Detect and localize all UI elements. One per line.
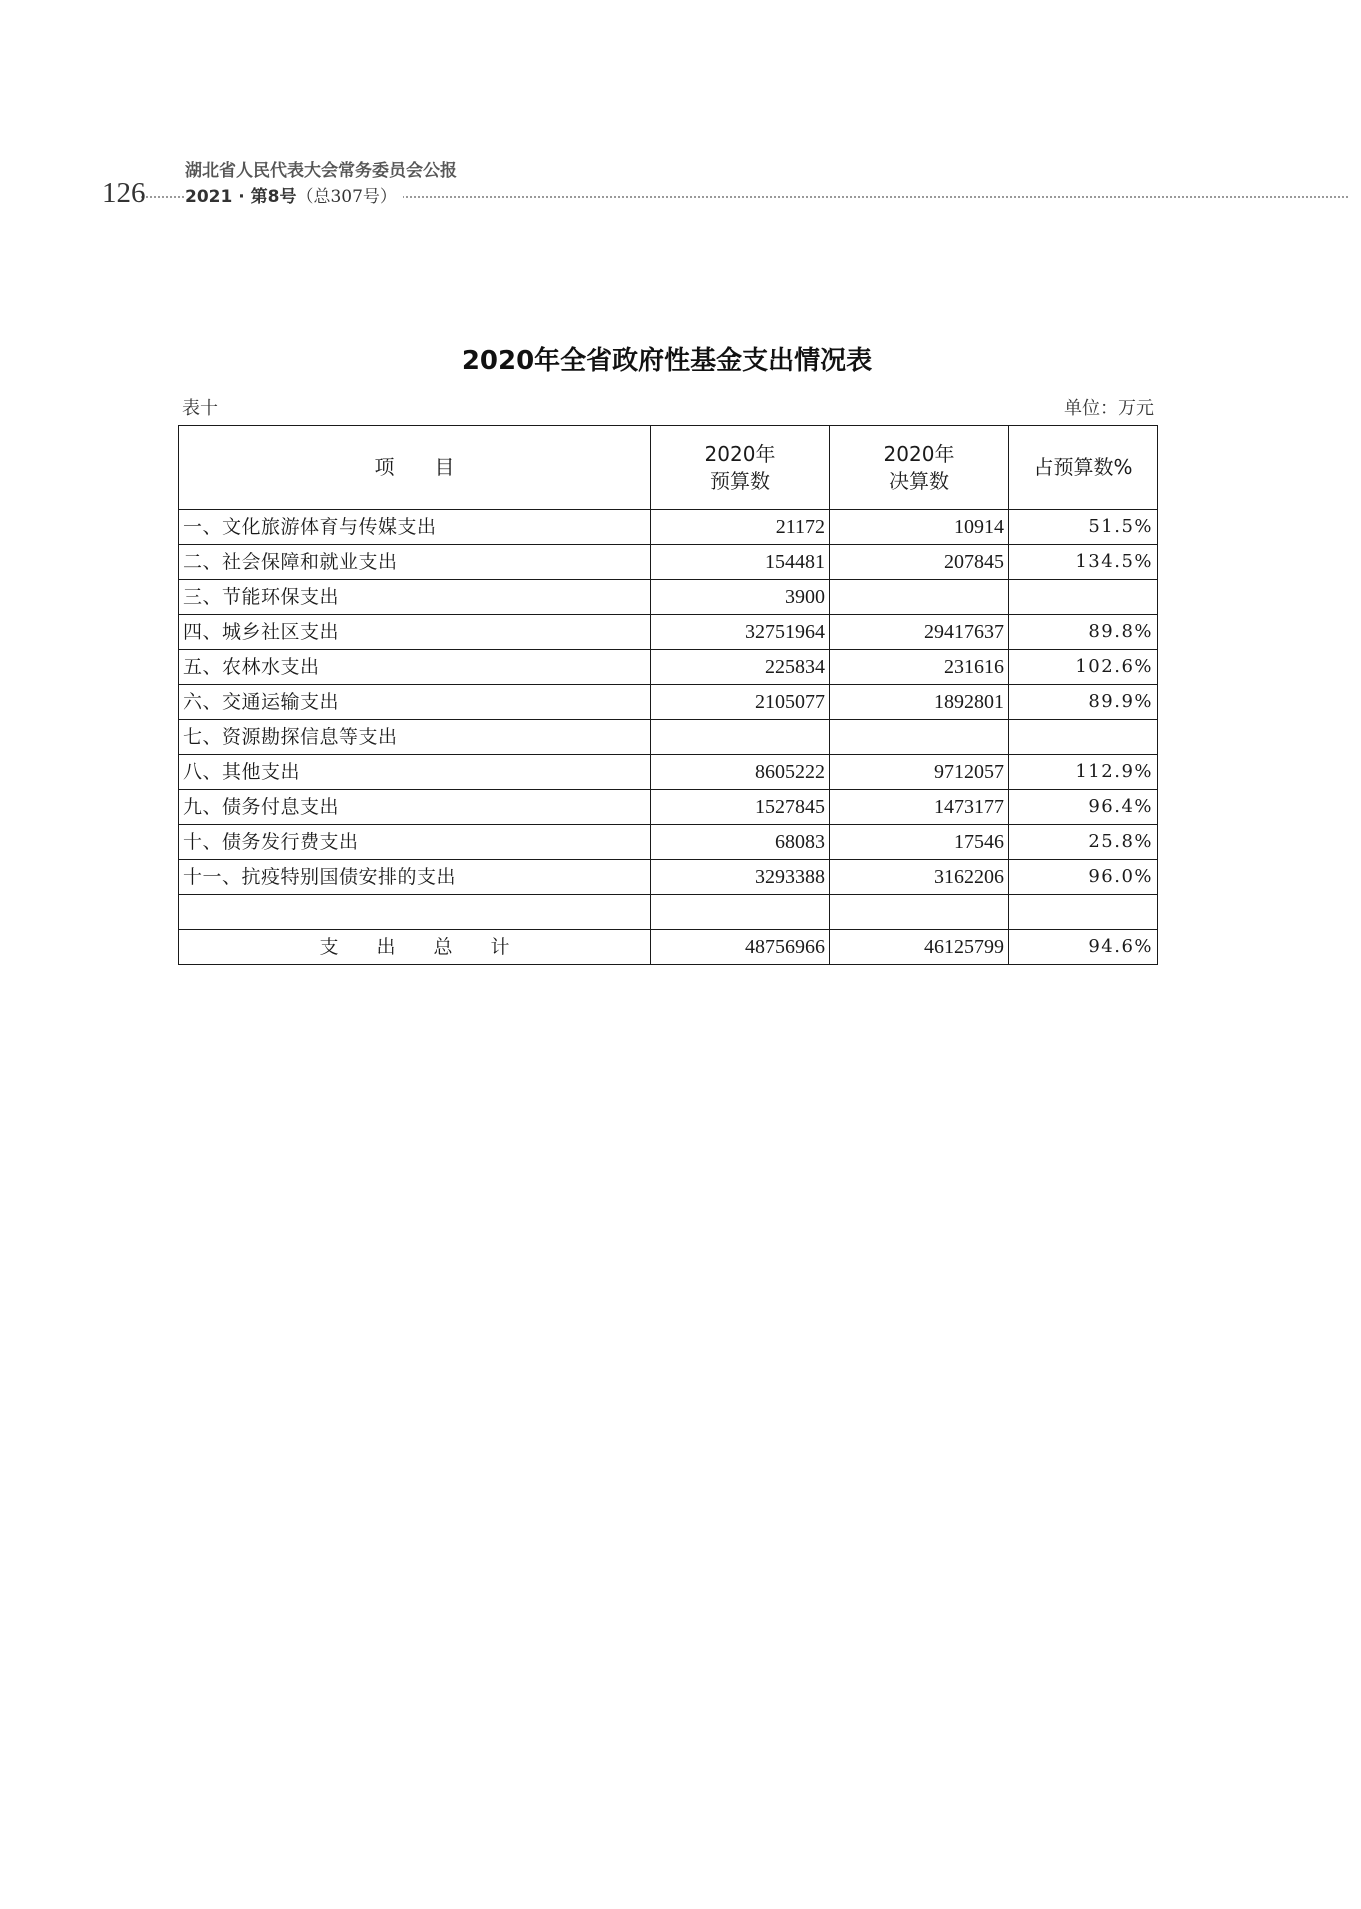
row-item-name: 二、社会保障和就业支出 xyxy=(179,545,651,580)
row-item-name: 一、文化旅游体育与传媒支出 xyxy=(179,510,651,545)
table-row xyxy=(179,580,1158,615)
row-item-name: 三、节能环保支出 xyxy=(179,580,651,615)
page-number: 126 xyxy=(102,177,146,209)
table-row xyxy=(179,685,1158,720)
row-item-name: 八、其他支出 xyxy=(179,755,651,790)
row-ratio xyxy=(1009,580,1158,615)
row-budget: 3900 xyxy=(651,580,830,615)
row-ratio: 89.9% xyxy=(1009,685,1158,720)
table-row xyxy=(179,510,1158,545)
row-final: 1892801 xyxy=(830,685,1009,720)
total-label: 支 出 总 计 xyxy=(179,930,651,965)
row-item-name: 四、城乡社区支出 xyxy=(179,615,651,650)
row-final: 10914 xyxy=(830,510,1009,545)
row-final: 207845 xyxy=(830,545,1009,580)
row-ratio xyxy=(1009,720,1158,755)
row-final: 9712057 xyxy=(830,755,1009,790)
row-budget: 2105077 xyxy=(651,685,830,720)
row-item-name: 九、债务付息支出 xyxy=(179,790,651,825)
row-ratio: 96.4% xyxy=(1009,790,1158,825)
table-label: 表十 xyxy=(182,398,218,419)
issue-total: （总307号） xyxy=(296,187,397,207)
row-ratio: 89.8% xyxy=(1009,615,1158,650)
header-budget: 2020年 预算数 xyxy=(651,426,830,510)
row-item-name: 十一、抗疫特别国债安排的支出 xyxy=(179,860,651,895)
row-item-name: 五、农林水支出 xyxy=(179,650,651,685)
row-final xyxy=(830,720,1009,755)
row-budget: 68083 xyxy=(651,825,830,860)
row-ratio: 51.5% xyxy=(1009,510,1158,545)
row-item-name: 十、债务发行费支出 xyxy=(179,825,651,860)
row-item-name: 六、交通运输支出 xyxy=(179,685,651,720)
table-row xyxy=(179,860,1158,895)
document-title: 2020年全省政府性基金支出情况表 xyxy=(461,346,873,376)
row-ratio: 102.6% xyxy=(1009,650,1158,685)
row-final: 1473177 xyxy=(830,790,1009,825)
table-row xyxy=(179,825,1158,860)
table-header-row xyxy=(179,426,1158,510)
table-row-empty xyxy=(179,895,1158,930)
row-budget: 225834 xyxy=(651,650,830,685)
unit-label: 单位：万元 xyxy=(1064,398,1154,419)
issue-number: 2021 · 第8号 xyxy=(185,187,297,207)
journal-name: 湖北省人民代表大会常务委员会公报 xyxy=(185,161,457,181)
row-ratio: 134.5% xyxy=(1009,545,1158,580)
row-ratio xyxy=(1009,895,1158,930)
total-final: 46125799 xyxy=(830,930,1009,965)
row-budget: 154481 xyxy=(651,545,830,580)
row-budget: 32751964 xyxy=(651,615,830,650)
row-item-name: 七、资源勘探信息等支出 xyxy=(179,720,651,755)
total-budget: 48756966 xyxy=(651,930,830,965)
table-total-row xyxy=(179,930,1158,965)
row-final: 231616 xyxy=(830,650,1009,685)
row-budget: 21172 xyxy=(651,510,830,545)
table-row xyxy=(179,755,1158,790)
row-budget: 3293388 xyxy=(651,860,830,895)
header-final: 2020年 决算数 xyxy=(830,426,1009,510)
row-item-name xyxy=(179,895,651,930)
header-ratio: 占预算数% xyxy=(1009,426,1158,510)
fund-expenditure-table xyxy=(178,425,1158,965)
row-final xyxy=(830,580,1009,615)
row-final: 17546 xyxy=(830,825,1009,860)
total-ratio: 94.6% xyxy=(1009,930,1158,965)
table-row xyxy=(179,615,1158,650)
row-ratio: 25.8% xyxy=(1009,825,1158,860)
row-budget: 8605222 xyxy=(651,755,830,790)
table-row xyxy=(179,720,1158,755)
row-budget xyxy=(651,895,830,930)
row-final: 29417637 xyxy=(830,615,1009,650)
row-ratio: 112.9% xyxy=(1009,755,1158,790)
row-ratio: 96.0% xyxy=(1009,860,1158,895)
table-row xyxy=(179,790,1158,825)
row-final: 3162206 xyxy=(830,860,1009,895)
header-item: 项 目 xyxy=(179,426,651,510)
issue-line xyxy=(185,186,403,208)
row-budget: 1527845 xyxy=(651,790,830,825)
row-final xyxy=(830,895,1009,930)
row-budget xyxy=(651,720,830,755)
table-row xyxy=(179,650,1158,685)
table-row xyxy=(179,545,1158,580)
